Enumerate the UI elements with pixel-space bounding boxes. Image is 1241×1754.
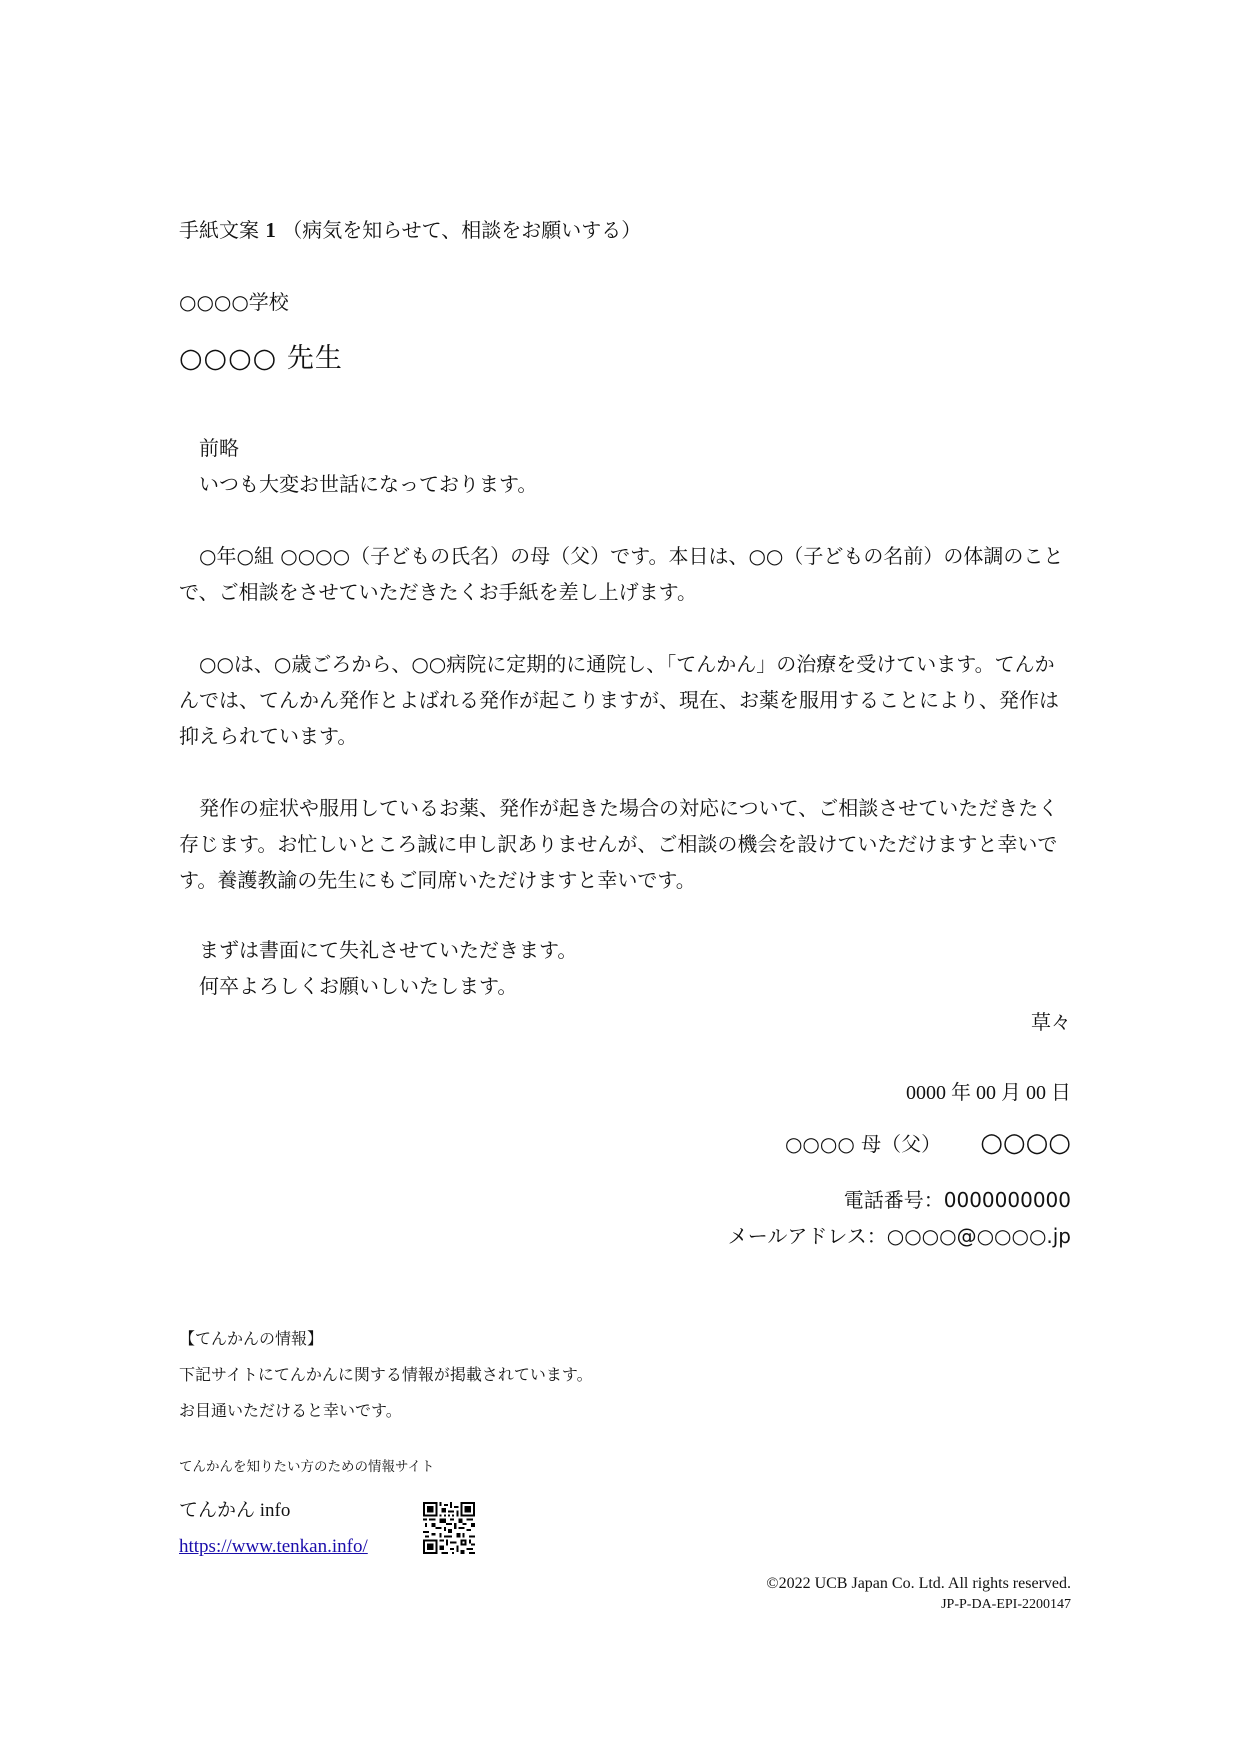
- sender-block: [785, 1128, 1071, 1158]
- closing-line-2: 何卒よろしくお願いしいたします。: [199, 974, 518, 998]
- letter-title: [179, 214, 641, 243]
- site-url-link[interactable]: https://www.tenkan.info/: [179, 1536, 368, 1557]
- title-suffix: （病気を知らせて、相談をお願いする）: [275, 218, 642, 242]
- sender-name: ○○○○: [980, 1128, 1071, 1158]
- site-name: [179, 1495, 290, 1522]
- sign-off: 草々: [1031, 1010, 1071, 1034]
- info-line-2: お目通いただけると幸いです。: [179, 1401, 402, 1420]
- title-prefix: 手紙文案: [179, 218, 266, 242]
- opening: 前略: [199, 436, 239, 460]
- greeting: いつも大変お世話になっております。: [199, 472, 538, 496]
- site-caption: てんかんを知りたい方のための情報サイト: [179, 1459, 435, 1475]
- paragraph-3: 発作の症状や服用しているお薬、発作が起きた場合の対応について、ご相談させていただきたく存じます。お忙しいところ誠に申し訳ありませんが、ご相談の機会を設けていただけますと幸いです。養護教諭の先生にもご同席いただけますと幸いです。: [179, 796, 1059, 892]
- info-line-1: 下記サイトにてんかんに関する情報が掲載されています。: [179, 1365, 593, 1384]
- info-heading: 【てんかんの情報】: [179, 1329, 324, 1348]
- document-code: JP-P-DA-EPI-2200147: [941, 1597, 1071, 1612]
- site-name-en: info: [255, 1500, 291, 1521]
- copyright: ©2022 UCB Japan Co. Ltd. All rights reserved.: [766, 1575, 1071, 1592]
- sender-phone: 電話番号：0000000000: [843, 1188, 1071, 1212]
- letter-date: 0000 年 00 月 00 日: [906, 1082, 1071, 1104]
- site-name-jp: てんかん: [179, 1499, 256, 1521]
- paragraph-1: ○年○組 ○○○○（子どもの氏名）の母（父）です。本日は、○○（子どもの名前）の体調のことで、ご相談をさせていただきたくお手紙を差し上げます。: [179, 544, 1064, 604]
- recipient-school: ○○○○学校: [179, 290, 289, 314]
- recipient-teacher: ○○○○ 先生: [179, 343, 343, 374]
- closing-line-1: まずは書面にて失礼させていただきます。: [199, 938, 578, 962]
- title-number: 1: [265, 218, 276, 242]
- sender-email: メールアドレス：○○○○@○○○○.jp: [727, 1224, 1071, 1248]
- sender-relation: ○○○○ 母（父）: [784, 1132, 942, 1156]
- qr-code-icon: [423, 1502, 475, 1554]
- paragraph-2: ○○は、○歳ごろから、○○病院に定期的に通院し、「てんかん」の治療を受けています。てんかんでは、てんかん発作とよばれる発作が起こりますが、現在、お薬を服用することにより、発作は抑えられています。: [179, 652, 1059, 748]
